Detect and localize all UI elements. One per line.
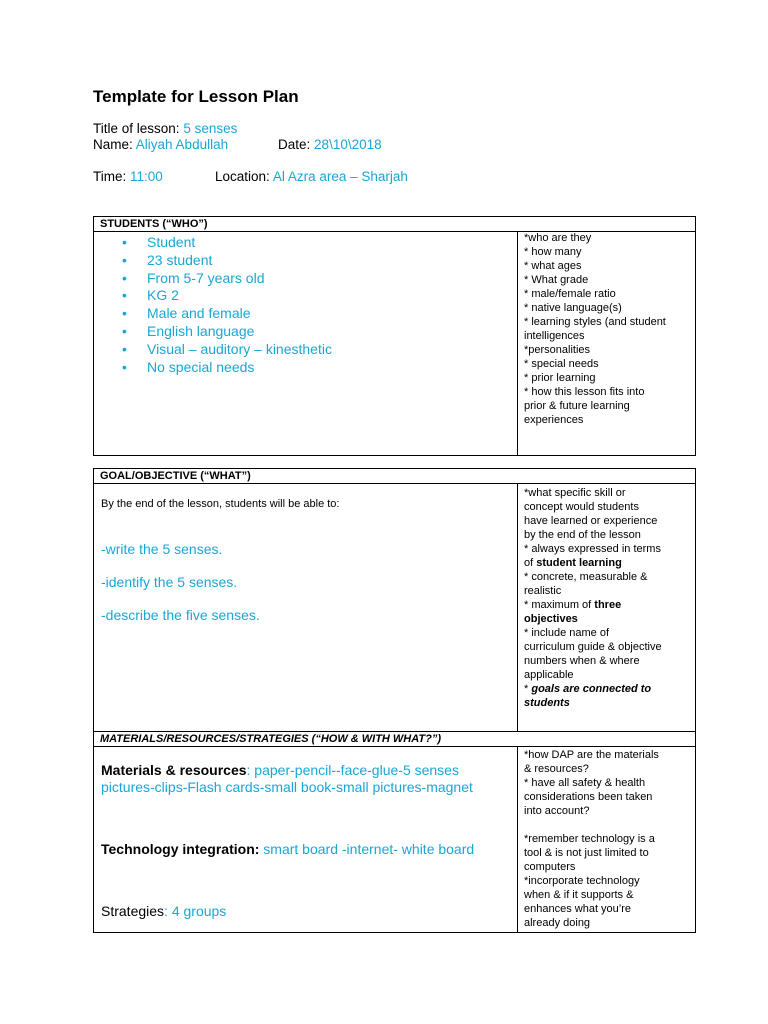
location-value: Al Azra area – Sharjah	[272, 169, 408, 184]
objective-item: -write the 5 senses.	[101, 541, 223, 557]
list-item: • Student	[122, 234, 196, 250]
goal-header: GOAL/OBJECTIVE (“WHAT”)	[94, 469, 695, 484]
materials-notes: *how DAP are the materials & resources? * have all safety & health considerations been taken into account? *remember technology is a tool & is not just limited to computers *incorporate technology when & if it supports & enhances what you’re already doing	[524, 749, 659, 929]
list-item: • No special needs	[122, 358, 255, 375]
bullet-icon: •	[122, 251, 127, 268]
materials-line-2: pictures-clips-Flash cards-small book-small pictures-magnet	[101, 779, 473, 795]
bullet-icon: •	[122, 287, 127, 304]
lesson-title-line	[93, 121, 237, 136]
goal-intro: By the end of the lesson, students will be able to:	[101, 498, 340, 510]
list-item: • English language	[122, 322, 255, 339]
location-line	[215, 169, 408, 184]
goal-materials-section	[93, 468, 696, 933]
name-value: Aliyah Abdullah	[135, 137, 229, 152]
materials-line: Materials & resources: paper-pencil--face-glue-5 senses	[101, 762, 459, 778]
name-label: Name:	[93, 137, 133, 152]
materials-header: MATERIALS/RESOURCES/STRATEGIES (“HOW & WITH WHAT?”)	[94, 732, 695, 747]
bullet-icon: •	[122, 305, 127, 322]
lesson-title-value: 5 senses	[183, 121, 238, 136]
date-line	[278, 137, 382, 152]
students-notes: *who are they * how many * what ages * What grade * male/female ratio * native language(s) * learning styles (and student intelligences *personalities * special needs * prior learning * how this lesson fits into prior & future learning experiences	[524, 232, 666, 426]
name-line	[93, 137, 228, 152]
list-item: • KG 2	[122, 287, 179, 304]
list-item: • Visual – auditory – kinesthetic	[122, 340, 332, 357]
goal-left-cell	[94, 484, 518, 731]
students-list	[122, 234, 332, 376]
time-line	[93, 169, 163, 184]
document-title: Template for Lesson Plan	[93, 87, 299, 106]
technology-line: Technology integration: smart board -internet- white board	[101, 841, 475, 857]
bullet-icon: •	[122, 234, 127, 250]
bullet-icon: •	[122, 358, 127, 375]
lesson-title-label: Title of lesson:	[93, 121, 180, 136]
list-item: • 23 student	[122, 251, 213, 268]
objective-item: -identify the 5 senses.	[101, 574, 238, 590]
bullet-icon: •	[122, 340, 127, 357]
students-section	[93, 216, 696, 456]
date-value: 28\10\2018	[314, 137, 382, 152]
bullet-icon: •	[122, 322, 127, 339]
location-label: Location:	[215, 169, 270, 184]
date-label: Date:	[278, 137, 311, 152]
time-label: Time:	[93, 169, 127, 184]
students-left-cell	[94, 232, 518, 455]
goal-notes: *what specific skill or concept would students have learned or experience by the end of the lesson * always expressed in terms of student learning * concrete, measurable & realistic * maximum of three objectives * include name of curriculum guide & objective numbers when & where applicable * goals are connected to students	[524, 487, 662, 709]
bullet-icon: •	[122, 269, 127, 286]
students-header: STUDENTS (“WHO”)	[94, 217, 695, 232]
list-item: • From 5-7 years old	[122, 269, 265, 286]
materials-left-cell	[94, 747, 518, 933]
list-item: • Male and female	[122, 305, 251, 322]
objective-item: -describe the five senses.	[101, 607, 260, 623]
strategies-line: Strategies: 4 groups	[101, 903, 227, 919]
time-value: 11:00	[130, 169, 163, 184]
